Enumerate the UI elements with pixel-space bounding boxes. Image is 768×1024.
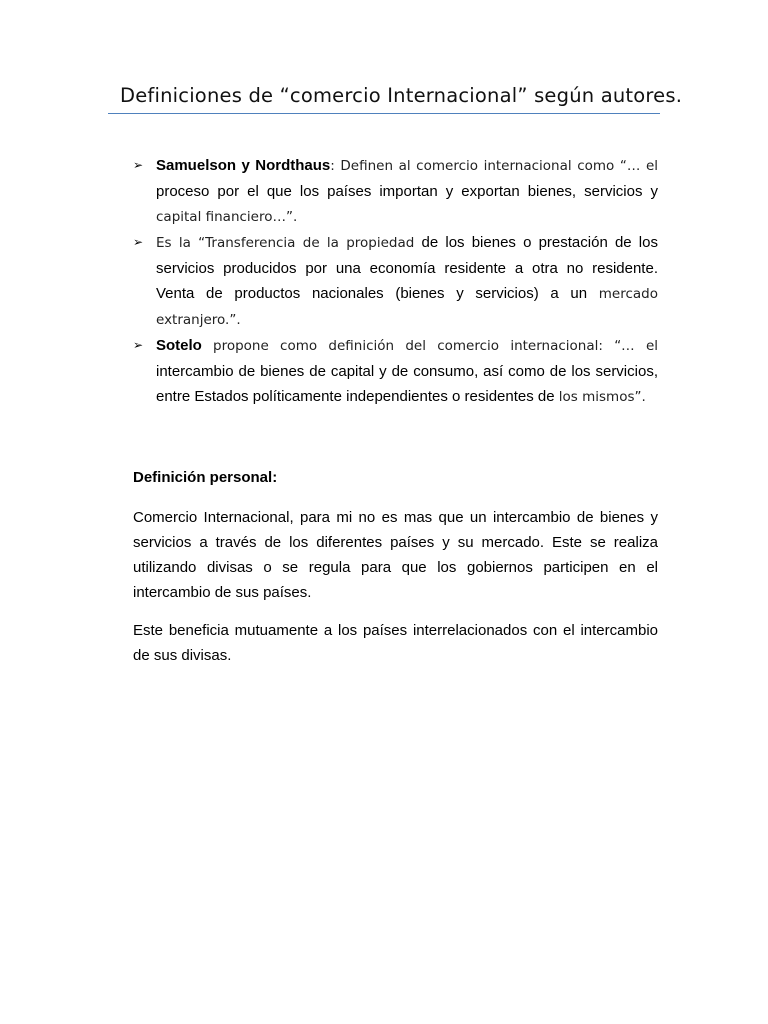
arrow-bullet-icon: ➢ — [133, 235, 144, 249]
definition-lead: : Definen al comercio internacional como “… el — [330, 158, 658, 174]
list-item — [133, 153, 658, 230]
definition-body: intercambio de bienes de capital y de consumo, así como de los servicios, entre Estados políticamente independientes o residentes de — [156, 363, 658, 405]
author-name: Sotelo — [156, 337, 202, 354]
arrow-bullet-icon: ➢ — [133, 158, 144, 172]
definition-lead: propone como definición del comercio internacional: “… el — [213, 338, 659, 354]
personal-definition-heading: Definición personal: — [133, 469, 278, 486]
definition-body: de los bienes o prestación de los servicios producidos por una economía residente a otra no residente. Venta de productos nacionales (bienes y servicios) a un — [156, 234, 658, 302]
author-name: Samuelson y Nordthaus — [156, 157, 331, 174]
personal-definition-paragraph: Este beneficia mutuamente a los países interrelacionados con el intercambio de sus divisas. — [133, 622, 658, 664]
document-title: Definiciones de “comercio Internacional” según autores. — [120, 84, 683, 107]
definition-body: proceso por el que los países importan y exportan bienes, servicios y — [156, 183, 658, 200]
definition-tail: mercado extranjero.”. — [156, 286, 658, 328]
arrow-bullet-icon: ➢ — [133, 338, 144, 352]
definition-tail: capital financiero…”. — [156, 209, 298, 225]
list-item — [133, 230, 658, 333]
list-item — [133, 333, 658, 410]
personal-definition-paragraph: Comercio Internacional, para mi no es mas que un intercambio de bienes y servicios a través de los diferentes países y su mercado. Este se realiza utilizando divisas o se regula para que los gobiernos participen en el intercambio de sus países. — [133, 509, 658, 601]
author-definitions-list — [133, 153, 658, 410]
definition-lead: Es la “Transferencia de la propiedad — [156, 235, 415, 251]
definition-tail: los mismos”. — [558, 389, 646, 405]
title-underline — [108, 113, 660, 114]
